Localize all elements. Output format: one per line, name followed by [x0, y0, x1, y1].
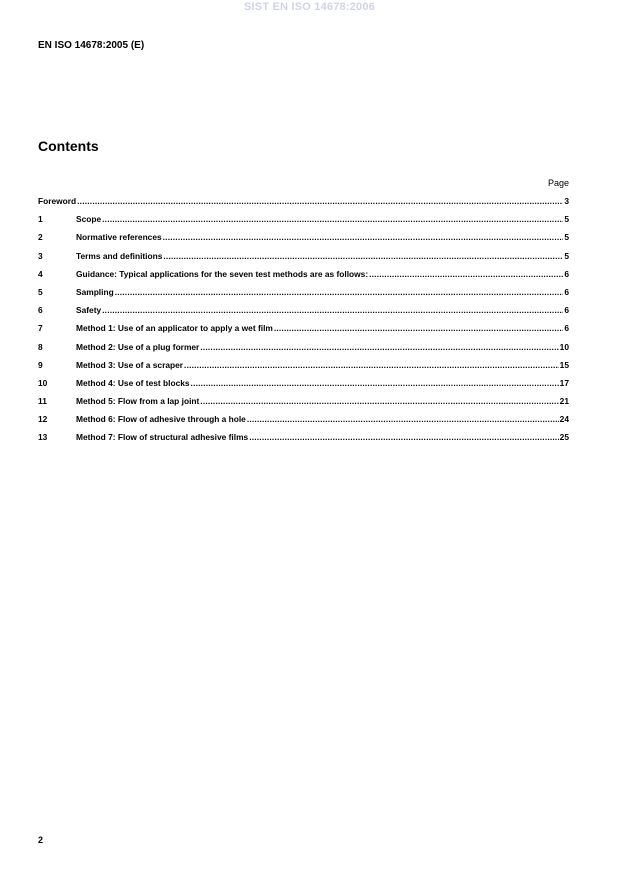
toc-entry-title: Method 5: Flow from a lap joint [76, 396, 200, 407]
toc-entry-page: 6 [564, 305, 569, 316]
toc-entry-page: 15 [559, 359, 569, 370]
toc-entry-number: 8 [38, 341, 43, 352]
toc-dot-leader [249, 432, 558, 442]
toc-dot-leader [102, 214, 563, 224]
toc-entry-page: 3 [564, 196, 569, 206]
toc-entry-title: Method 6: Flow of adhesive through a hole [76, 414, 246, 425]
toc-dot-leader [163, 251, 563, 261]
toc-entry-title: Sampling [76, 286, 114, 297]
toc-entry-normative-references[interactable] [38, 232, 569, 250]
toc-entry-safety[interactable] [38, 305, 569, 323]
toc-dot-leader [163, 232, 564, 242]
toc-entry-title: Scope [76, 214, 102, 225]
toc-entry-title: Method 7: Flow of structural adhesive films [76, 432, 249, 443]
toc-entry-method-4[interactable] [38, 378, 569, 396]
toc-entry-number: 2 [38, 232, 43, 243]
toc-entry-title: Safety [76, 305, 102, 316]
toc-entry-method-1[interactable] [38, 323, 569, 341]
toc-entry-number: 1 [38, 214, 43, 225]
toc-entry-title: Terms and definitions [76, 250, 163, 261]
toc-entry-page: 5 [564, 214, 569, 225]
toc-entry-number: 13 [38, 432, 48, 443]
toc-entry-page: 6 [564, 268, 569, 279]
toc-dot-leader [274, 323, 563, 333]
toc-entry-title: Foreword [38, 196, 77, 206]
toc-entry-title: Guidance: Typical applications for the seven test methods are as follows: [76, 268, 369, 279]
toc-entry-page: 5 [564, 232, 569, 243]
toc-entry-number: 10 [38, 377, 48, 388]
toc-dot-leader [200, 396, 558, 406]
toc-entry-sampling[interactable] [38, 287, 569, 305]
toc-entry-number: 5 [38, 286, 43, 297]
toc-dot-leader [200, 342, 558, 352]
toc-entry-foreword[interactable] [38, 196, 569, 214]
toc-entry-number: 3 [38, 250, 43, 261]
toc-entry-terms-and-definitions[interactable] [38, 251, 569, 269]
toc-entry-guidance[interactable] [38, 269, 569, 287]
toc-entry-method-7[interactable] [38, 432, 569, 450]
toc-entry-page: 6 [564, 286, 569, 297]
toc-entry-page: 6 [564, 323, 569, 334]
page-column-label: Page [547, 178, 569, 188]
toc-entry-number: 7 [38, 323, 43, 334]
toc-entry-title: Method 1: Use of an applicator to apply a wet film [76, 323, 273, 334]
toc-dot-leader [369, 269, 563, 279]
toc-entry-title: Method 4: Use of test blocks [76, 377, 190, 388]
toc-entry-number: 4 [38, 268, 43, 279]
toc-entry-method-6[interactable] [38, 414, 569, 432]
toc-dot-leader [247, 414, 559, 424]
toc-dot-leader [115, 287, 564, 297]
toc-entry-page: 25 [559, 432, 569, 443]
toc-entry-method-3[interactable] [38, 360, 569, 378]
toc-entry-number: 9 [38, 359, 43, 370]
toc-dot-leader [184, 360, 559, 370]
document-id: EN ISO 14678:2005 (E) [38, 40, 145, 51]
toc-entry-page: 17 [559, 377, 569, 388]
toc-entry-page: 24 [559, 414, 569, 425]
toc-entry-method-5[interactable] [38, 396, 569, 414]
toc-entry-title: Method 2: Use of a plug former [76, 341, 200, 352]
toc-entry-scope[interactable] [38, 214, 569, 232]
toc-entry-number: 6 [38, 305, 43, 316]
toc-entry-number: 12 [38, 414, 48, 425]
toc-entry-title: Normative references [76, 232, 162, 243]
toc-entry-title: Method 3: Use of a scraper [76, 359, 184, 370]
toc-entry-number: 11 [38, 396, 47, 407]
page-number: 2 [38, 835, 44, 845]
toc-dot-leader [102, 305, 563, 315]
contents-heading: Contents [38, 138, 99, 154]
toc-dot-leader [77, 196, 563, 206]
toc-entry-method-2[interactable] [38, 342, 569, 360]
watermark-text: SIST EN ISO 14678:2006 [244, 1, 375, 13]
toc-dot-leader [191, 378, 559, 388]
table-of-contents [38, 196, 569, 451]
toc-entry-page: 21 [559, 396, 569, 407]
toc-entry-page: 10 [559, 341, 569, 352]
toc-entry-page: 5 [564, 250, 569, 261]
